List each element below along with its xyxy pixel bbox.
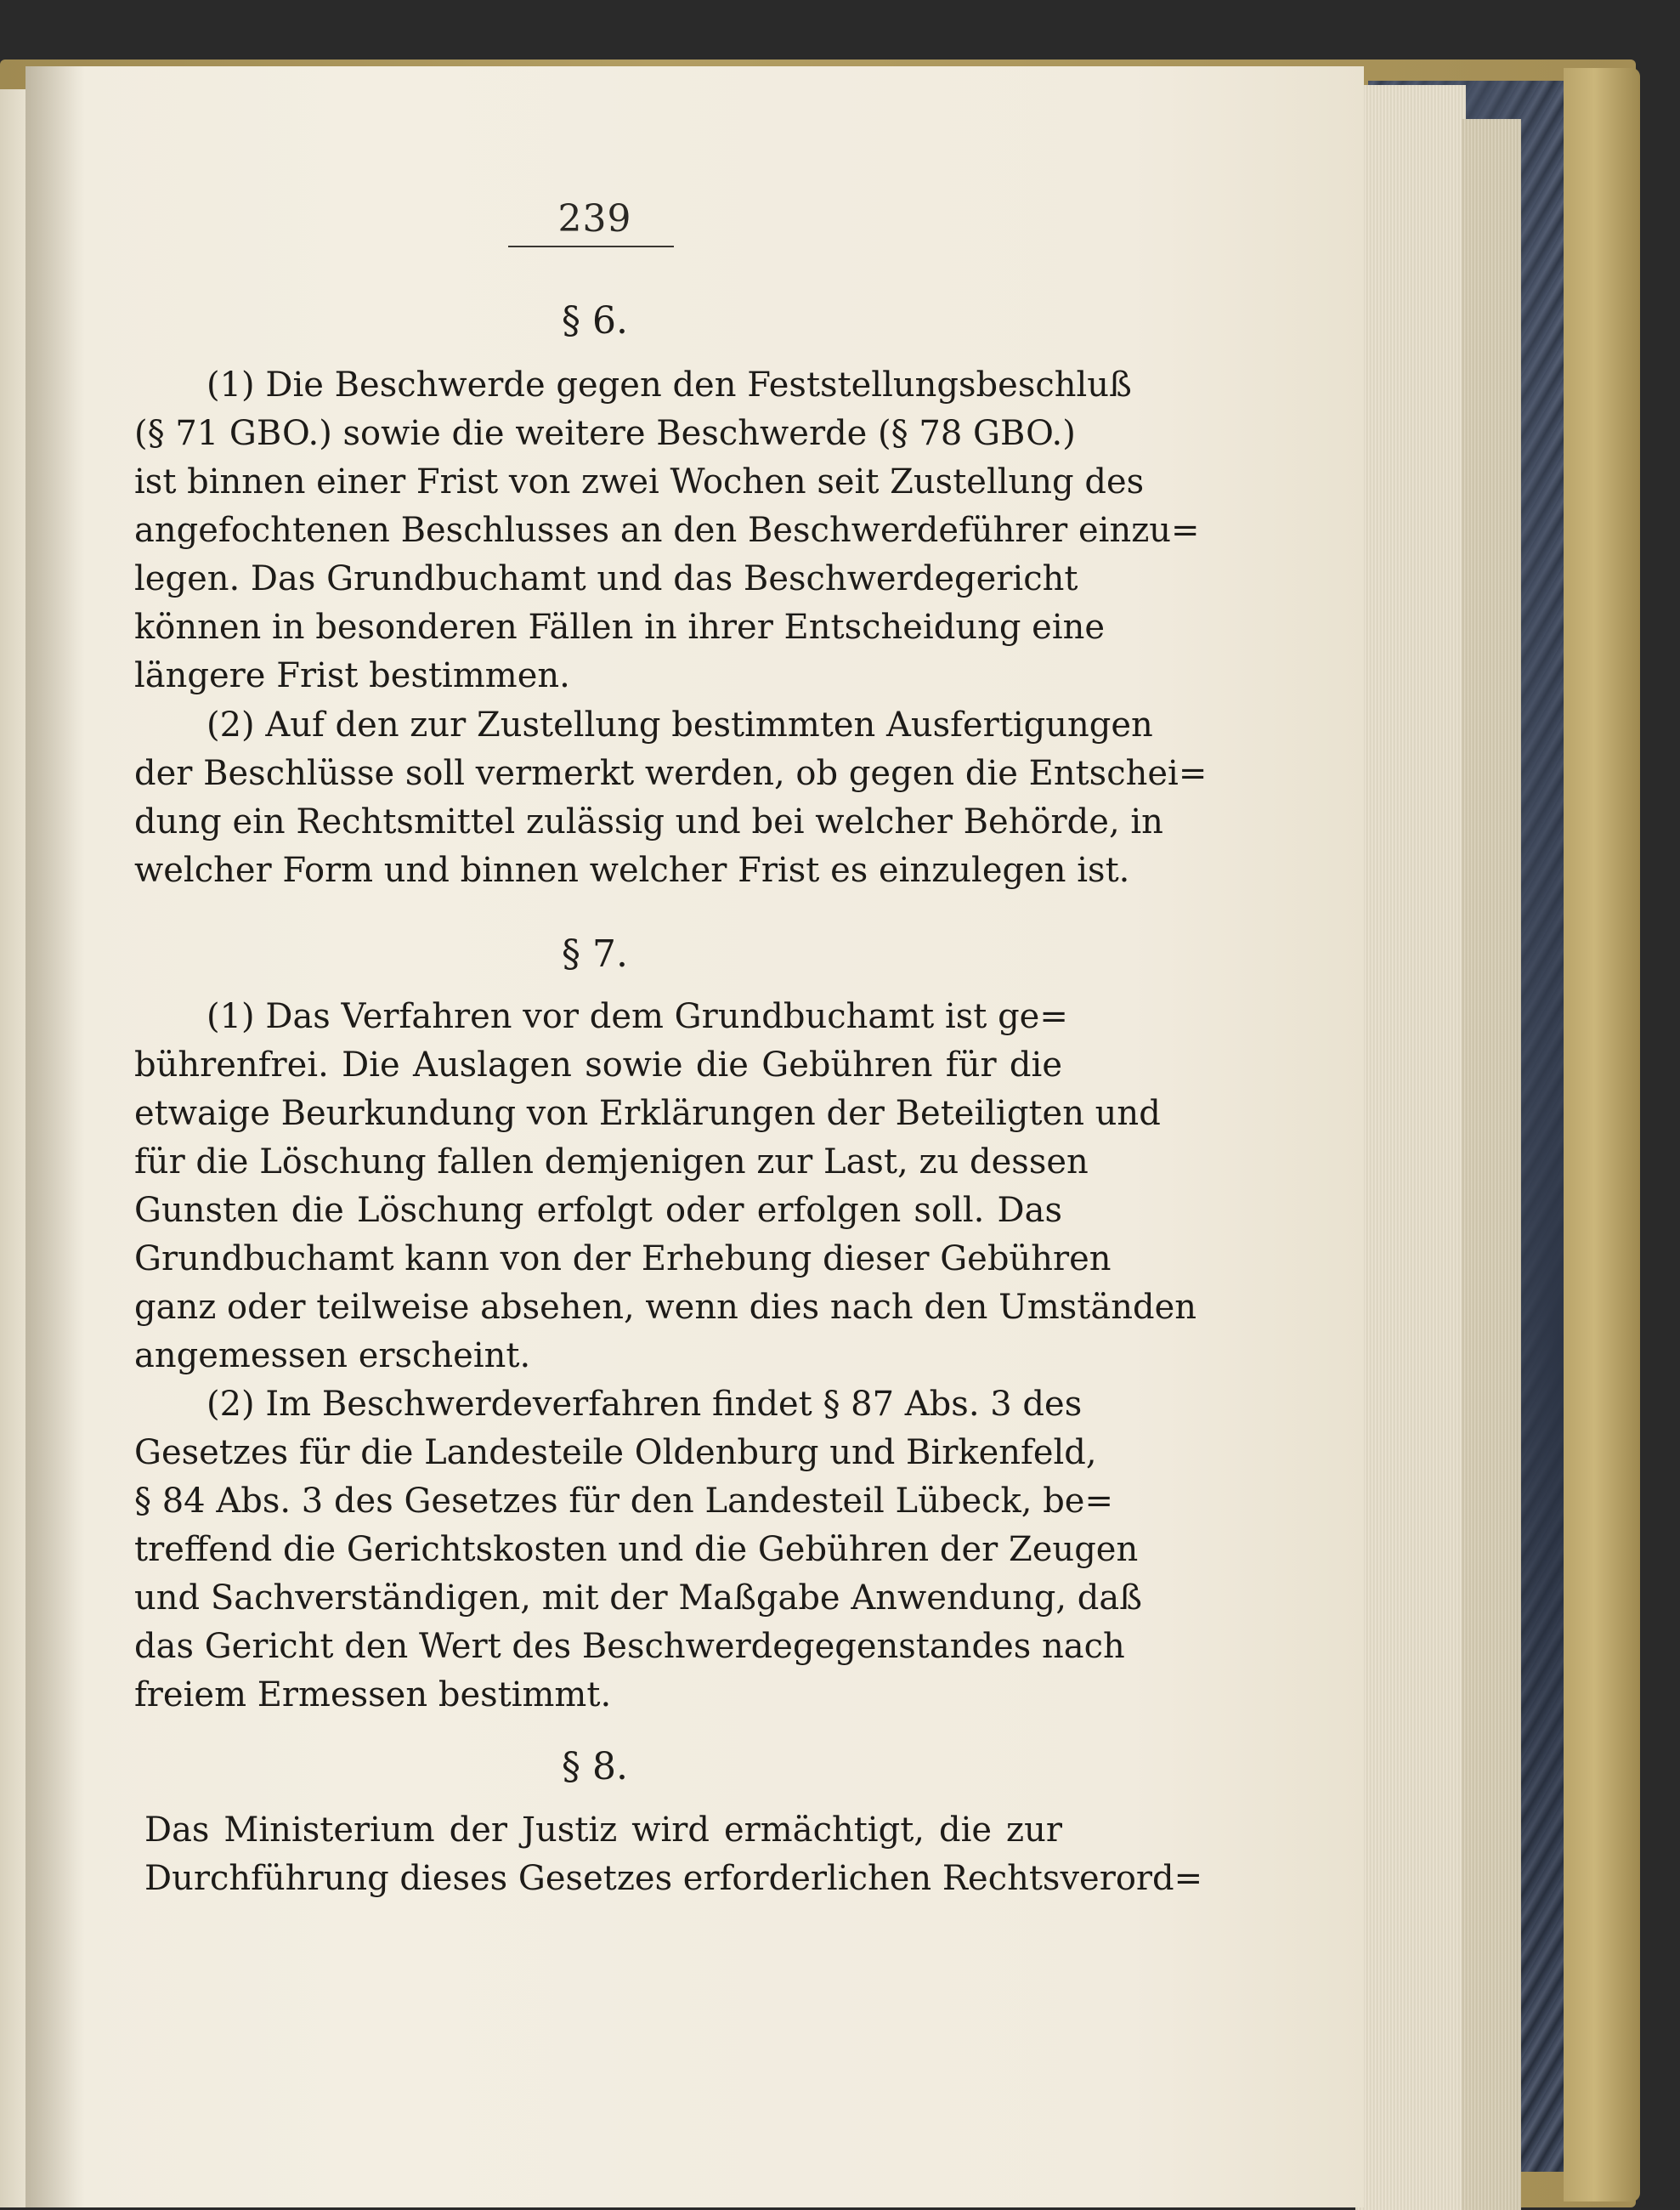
text-line: bührenfrei. Die Auslagen sowie die Gebühren für die: [134, 1046, 1062, 1085]
text-line: können in besonderen Fällen in ihrer Entscheidung eine: [134, 608, 1106, 647]
text-line: längere Frist bestimmen.: [134, 656, 570, 695]
text-line: der Beschlüsse soll vermerkt werden, ob gegen die Entschei=: [134, 754, 1208, 793]
page-stack: [1355, 85, 1466, 2210]
text-line: Grundbuchamt kann von der Erhebung dieser Gebühren: [134, 1239, 1112, 1278]
text-line: § 84 Abs. 3 des Gesetzes für den Landesteil Lübeck, be=: [134, 1482, 1113, 1521]
page-number-rule: [508, 246, 674, 247]
text-line: dung ein Rechtsmittel zulässig und bei welcher Behörde, in: [134, 802, 1163, 842]
text-line: angefochtenen Beschlusses an den Beschwerdeführer einzu=: [134, 511, 1200, 550]
page-stack-inner: [1462, 119, 1521, 2210]
text-line: etwaige Beurkundung von Erklärungen der Beteiligten und: [134, 1094, 1161, 1133]
text-line: Das Ministerium der Justiz wird ermächtigt, die zur: [144, 1810, 1062, 1850]
text-line: welcher Form und binnen welcher Frist es einzulegen ist.: [134, 851, 1130, 890]
section-heading-6: § 6.: [562, 299, 628, 343]
cover-edge: [1564, 68, 1640, 2202]
text-line: ganz oder teilweise absehen, wenn dies nach den Umständen: [134, 1288, 1197, 1327]
text-line: Gunsten die Löschung erfolgt oder erfolgen soll. Das: [134, 1191, 1062, 1230]
text-line: (1) Die Beschwerde gegen den Feststellungsbeschluß: [206, 366, 1132, 405]
text-line: (2) Auf den zur Zustellung bestimmten Ausfertigungen: [206, 706, 1153, 745]
text-line: (2) Im Beschwerdeverfahren findet § 87 Abs. 3 des: [206, 1385, 1083, 1424]
text-line: ist binnen einer Frist von zwei Wochen seit Zustellung des: [134, 462, 1145, 502]
text-line: (1) Das Verfahren vor dem Grundbuchamt ist ge=: [206, 997, 1068, 1036]
text-line: (§ 71 GBO.) sowie die weitere Beschwerde (§ 78 GBO.): [134, 414, 1076, 453]
text-line: legen. Das Grundbuchamt und das Beschwerdegericht: [134, 559, 1078, 598]
text-line: Gesetzes für die Landesteile Oldenburg und Birkenfeld,: [134, 1433, 1097, 1472]
text-line: das Gericht den Wert des Beschwerdegegenstandes nach: [134, 1627, 1125, 1666]
page-number: 239: [557, 197, 632, 241]
section-heading-8: § 8.: [562, 1745, 628, 1788]
gutter-shadow: [25, 66, 85, 2207]
text-line: und Sachverständigen, mit der Maßgabe Anwendung, daß: [134, 1578, 1142, 1618]
text-line: Durchführung dieses Gesetzes erforderlichen Rechtsverord=: [144, 1859, 1203, 1898]
text-line: treffend die Gerichtskosten und die Gebühren der Zeugen: [134, 1530, 1139, 1569]
section-heading-7: § 7.: [562, 932, 628, 976]
text-line: für die Löschung fallen demjenigen zur Last, zu dessen: [134, 1142, 1089, 1182]
text-line: freiem Ermessen bestimmt.: [134, 1675, 612, 1714]
text-line: angemessen erscheint.: [134, 1336, 531, 1375]
